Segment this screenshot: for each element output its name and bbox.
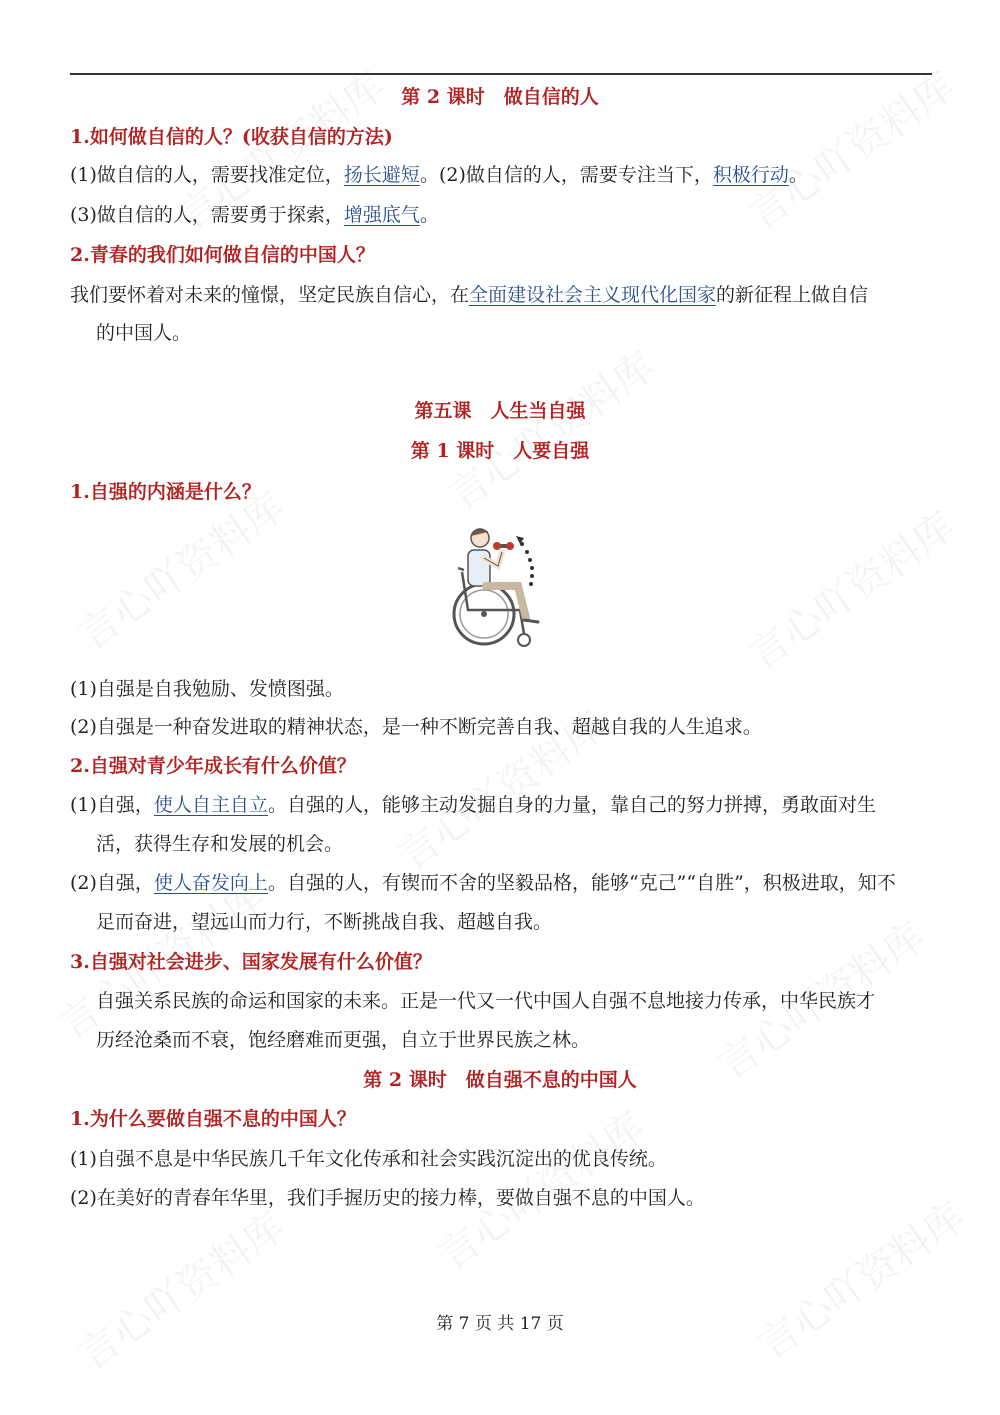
watermark xyxy=(735,496,964,680)
text-span: (2)自强， xyxy=(70,872,154,894)
chapter-title: 第五课 人生当自强 xyxy=(414,400,586,422)
answer-line: 活，获得生存和发展的机会。 xyxy=(96,833,344,855)
key-phrase: 增强底气 xyxy=(343,204,420,226)
text-span: 。自强的人，能够主动发掘自身的力量，靠自己的努力拼搏，勇敢面对生 xyxy=(267,794,876,816)
answer-line: (1)自强是自我勉励、发愤图强。 xyxy=(70,678,344,700)
answer-line: (2)在美好的青春年华里，我们手握历史的接力棒，要做自强不息的中国人。 xyxy=(70,1187,705,1209)
question-heading: 2.自强对青少年成长有什么价值？ xyxy=(70,755,356,777)
answer-line xyxy=(70,202,439,228)
text-span: (1)自强， xyxy=(70,794,154,816)
answer-line xyxy=(70,282,868,308)
question-heading: 1.自强的内涵是什么？ xyxy=(70,481,261,503)
text-span: 。 xyxy=(419,204,439,226)
key-phrase: 扬长避短 xyxy=(343,164,420,186)
page-number: 第 7 页 共 17 页 xyxy=(436,1314,564,1334)
answer-line: 足而奋进，望远山而力行，不断挑战自我、超越自我。 xyxy=(96,911,553,933)
answer-line: (1)自强不息是中华民族几千年文化传承和社会实践沉淀出的优良传统。 xyxy=(70,1148,667,1170)
key-phrase: 全面建设社会主义现代化国家 xyxy=(469,284,717,306)
key-phrase: 积极行动 xyxy=(712,164,789,186)
answer-line xyxy=(70,870,896,896)
watermark xyxy=(435,336,664,520)
answer-line: 历经沧桑而不衰，饱经磨难而更强，自立于世界民族之林。 xyxy=(96,1029,591,1051)
watermark xyxy=(65,1196,294,1380)
wheelchair-exercise-illustration xyxy=(432,522,562,652)
question-heading: 1.如何做自信的人？(收获自信的方法) xyxy=(70,126,393,148)
answer-line xyxy=(70,162,808,188)
text-span: (3)做自信的人，需要勇于探索， xyxy=(70,204,344,226)
text-span: 。自强的人，有锲而不舍的坚毅品格，能够“克己”“自胜”，积极进取，知不 xyxy=(267,872,896,894)
lesson-title: 第 1 课时 人要自强 xyxy=(410,440,590,462)
text-span: 的新征程上做自信 xyxy=(716,284,869,306)
answer-line: (2)自强是一种奋发进取的精神状态，是一种不断完善自我、超越自我的人生追求。 xyxy=(70,716,762,738)
answer-line: 的中国人。 xyxy=(96,322,192,344)
lesson-title: 第 2 课时 做自强不息的中国人 xyxy=(363,1069,637,1091)
text-span: (1)做自信的人，需要找准定位， xyxy=(70,164,344,186)
answer-line xyxy=(70,792,876,818)
lesson-title: 第 2 课时 做自信的人 xyxy=(401,86,599,108)
answer-line: 自强关系民族的命运和国家的未来。正是一代又一代中国人自强不息地接力传承，中华民族才 xyxy=(96,990,876,1012)
question-heading: 3.自强对社会进步、国家发展有什么价值？ xyxy=(70,951,432,973)
text-span: 我们要怀着对未来的憧憬，坚定民族自信心，在 xyxy=(70,284,470,306)
watermark xyxy=(745,1186,974,1370)
top-rule xyxy=(70,73,932,75)
question-heading: 2.青春的我们如何做自信的中国人？ xyxy=(70,244,375,266)
key-phrase: 使人奋发向上 xyxy=(153,872,268,894)
question-heading: 1.为什么要做自强不息的中国人？ xyxy=(70,1108,356,1130)
key-phrase: 使人自主自立 xyxy=(153,794,268,816)
text-span: 。(2)做自信的人，需要专注当下， xyxy=(419,164,713,186)
text-span: 。 xyxy=(788,164,808,186)
